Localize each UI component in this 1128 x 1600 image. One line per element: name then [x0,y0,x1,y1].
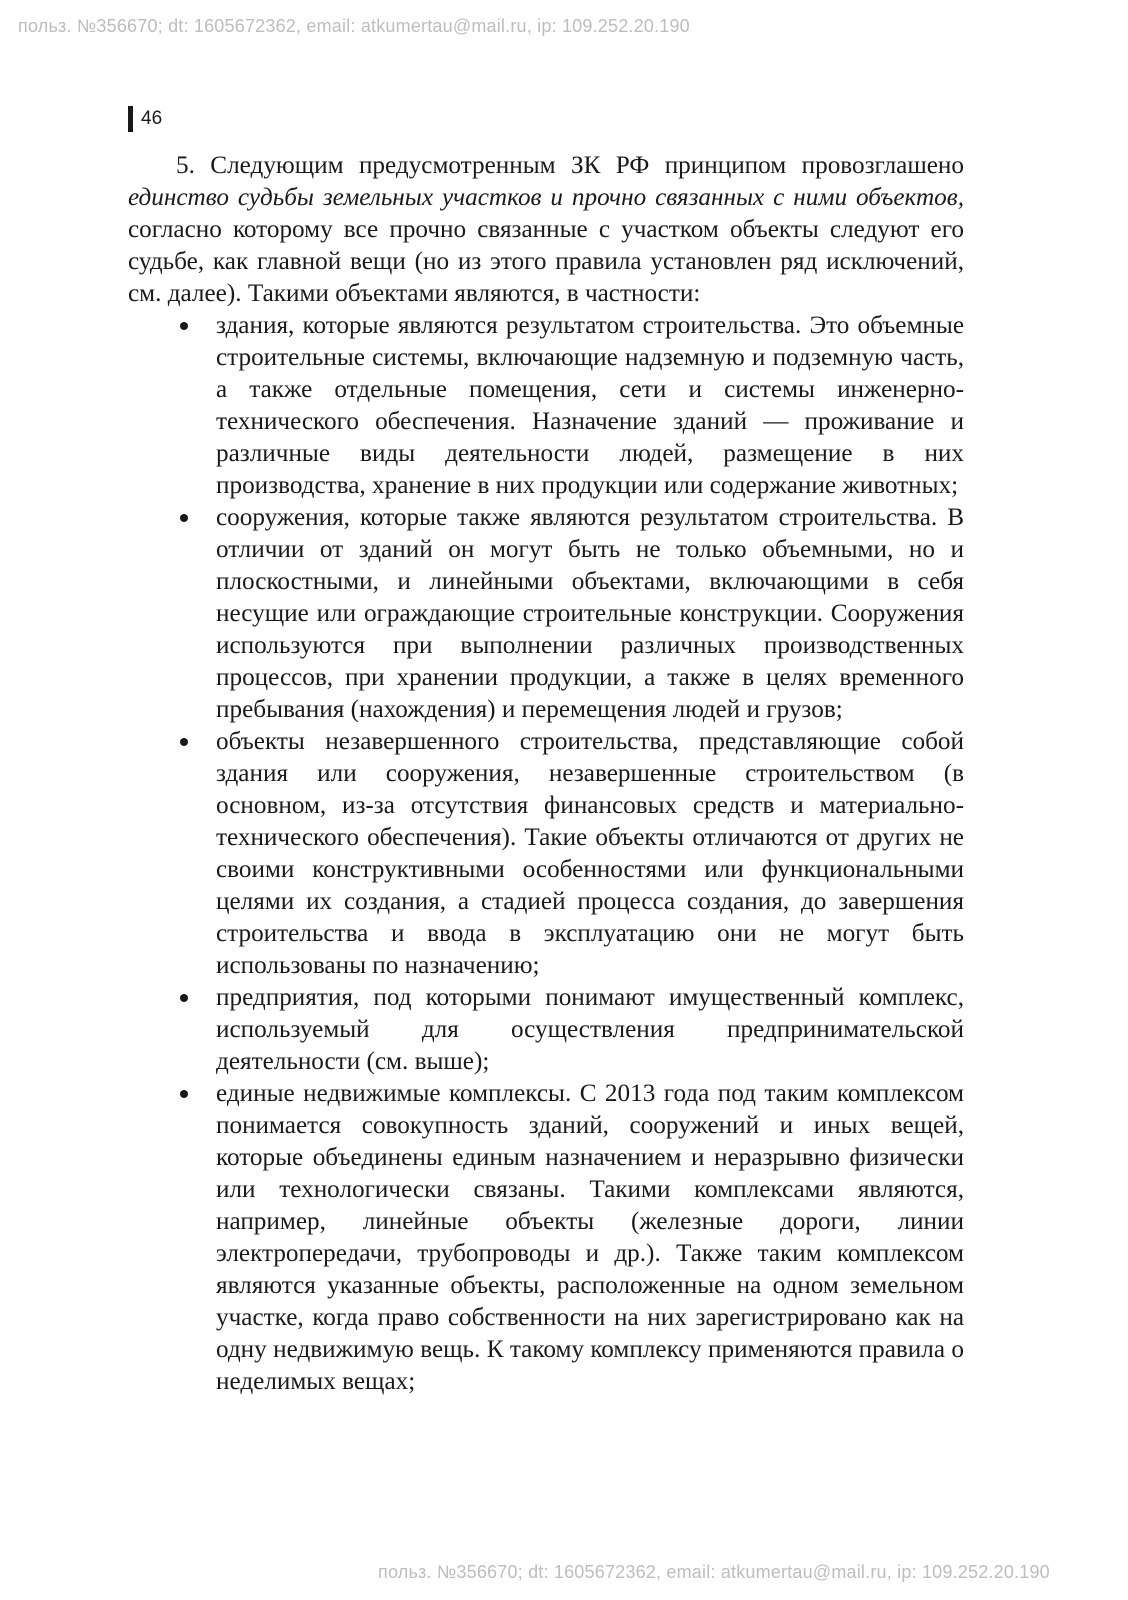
list-item-text: единые недвижимые комплексы. С 2013 года под таким комплексом понимается совокупность зданий, сооружений и иных вещей, которые объединены единым назначением и неразрывно физически или технологически связаны. Такими комплексами являются, например, линейные объекты (железные дороги, линии электропередачи, трубопроводы и др.). Также таким комплексом являются указанные объекты, расположенные на одном земельном участке, когда право собственности на них зарегистрировано как на одну недвижимую вещь. К такому комплексу применяются правила о неделимых вещах; [216,1080,964,1395]
page-number-text: 46 [141,108,163,129]
list-item-text: предприятия, под которыми понимают имущественный комплекс, используемый для осуществления предпринимательской деятельности (см. выше); [216,984,964,1075]
bullet-icon [180,738,188,746]
list-item [128,502,964,726]
list-item [128,1078,964,1398]
page-number-bar [128,106,133,132]
intro-paragraph [128,150,964,310]
bullet-icon [180,514,188,522]
watermark-bottom: польз. №356670; dt: 1605672362, email: atkumertau@mail.ru, ip: 109.252.20.190 [378,1562,1050,1582]
intro-text-start: 5. Следующим предусмотренным ЗК РФ принципом провозглашено [176,152,964,179]
list-item [128,310,964,502]
bullet-icon [180,994,188,1002]
list-item [128,726,964,982]
list-item-text: сооружения, которые также являются результатом строительства. В отличии от зданий он могут быть не только объемными, но и плоскостными, и линейными объектами, включающими в себя несущие или ограждающие строительные конструкции. Сооружения используются при выполнении различных производственных процессов, при хранении продукции, а также в целях временного пребывания (нахождения) и перемещения людей и грузов; [216,504,964,723]
list-item [128,982,964,1078]
objects-list [128,310,964,1398]
watermark-top: польз. №356670; dt: 1605672362, email: atkumertau@mail.ru, ip: 109.252.20.190 [18,16,690,36]
bullet-icon [180,322,188,330]
page-number [128,106,162,132]
list-item-text: здания, которые являются результатом строительства. Это объемные строительные системы, включающие надземную и подземную часть, а также отдельные помещения, сети и системы инженерно-технического обеспечения. Назначение зданий — проживание и различные виды деятельности людей, размещение в них производства, хранение в них продукции или содержание животных; [216,312,964,499]
page-content [128,150,964,1398]
intro-text-end: согласно которому все прочно связанные с участком объекты следуют его судьбе, как главной вещи (но из этого правила установлен ряд исключений, см. далее). Такими объектами являются, в частности: [128,216,964,307]
list-item-text: объекты незавершенного строительства, представляющие собой здания или сооружения, незавершенные строительством (в основном, из-за отсутствия финансовых средств и материально-технического обеспечения). Такие объекты отличаются от других не своими конструктивными особенностями или функциональными целями их создания, а стадией процесса создания, до завершения строительства и ввода в эксплуатацию они не могут быть использованы по назначению; [216,728,964,979]
intro-italic-phrase: единство судьбы земельных участков и прочно связанных с ними объектов, [128,184,964,211]
bullet-icon [180,1090,188,1098]
